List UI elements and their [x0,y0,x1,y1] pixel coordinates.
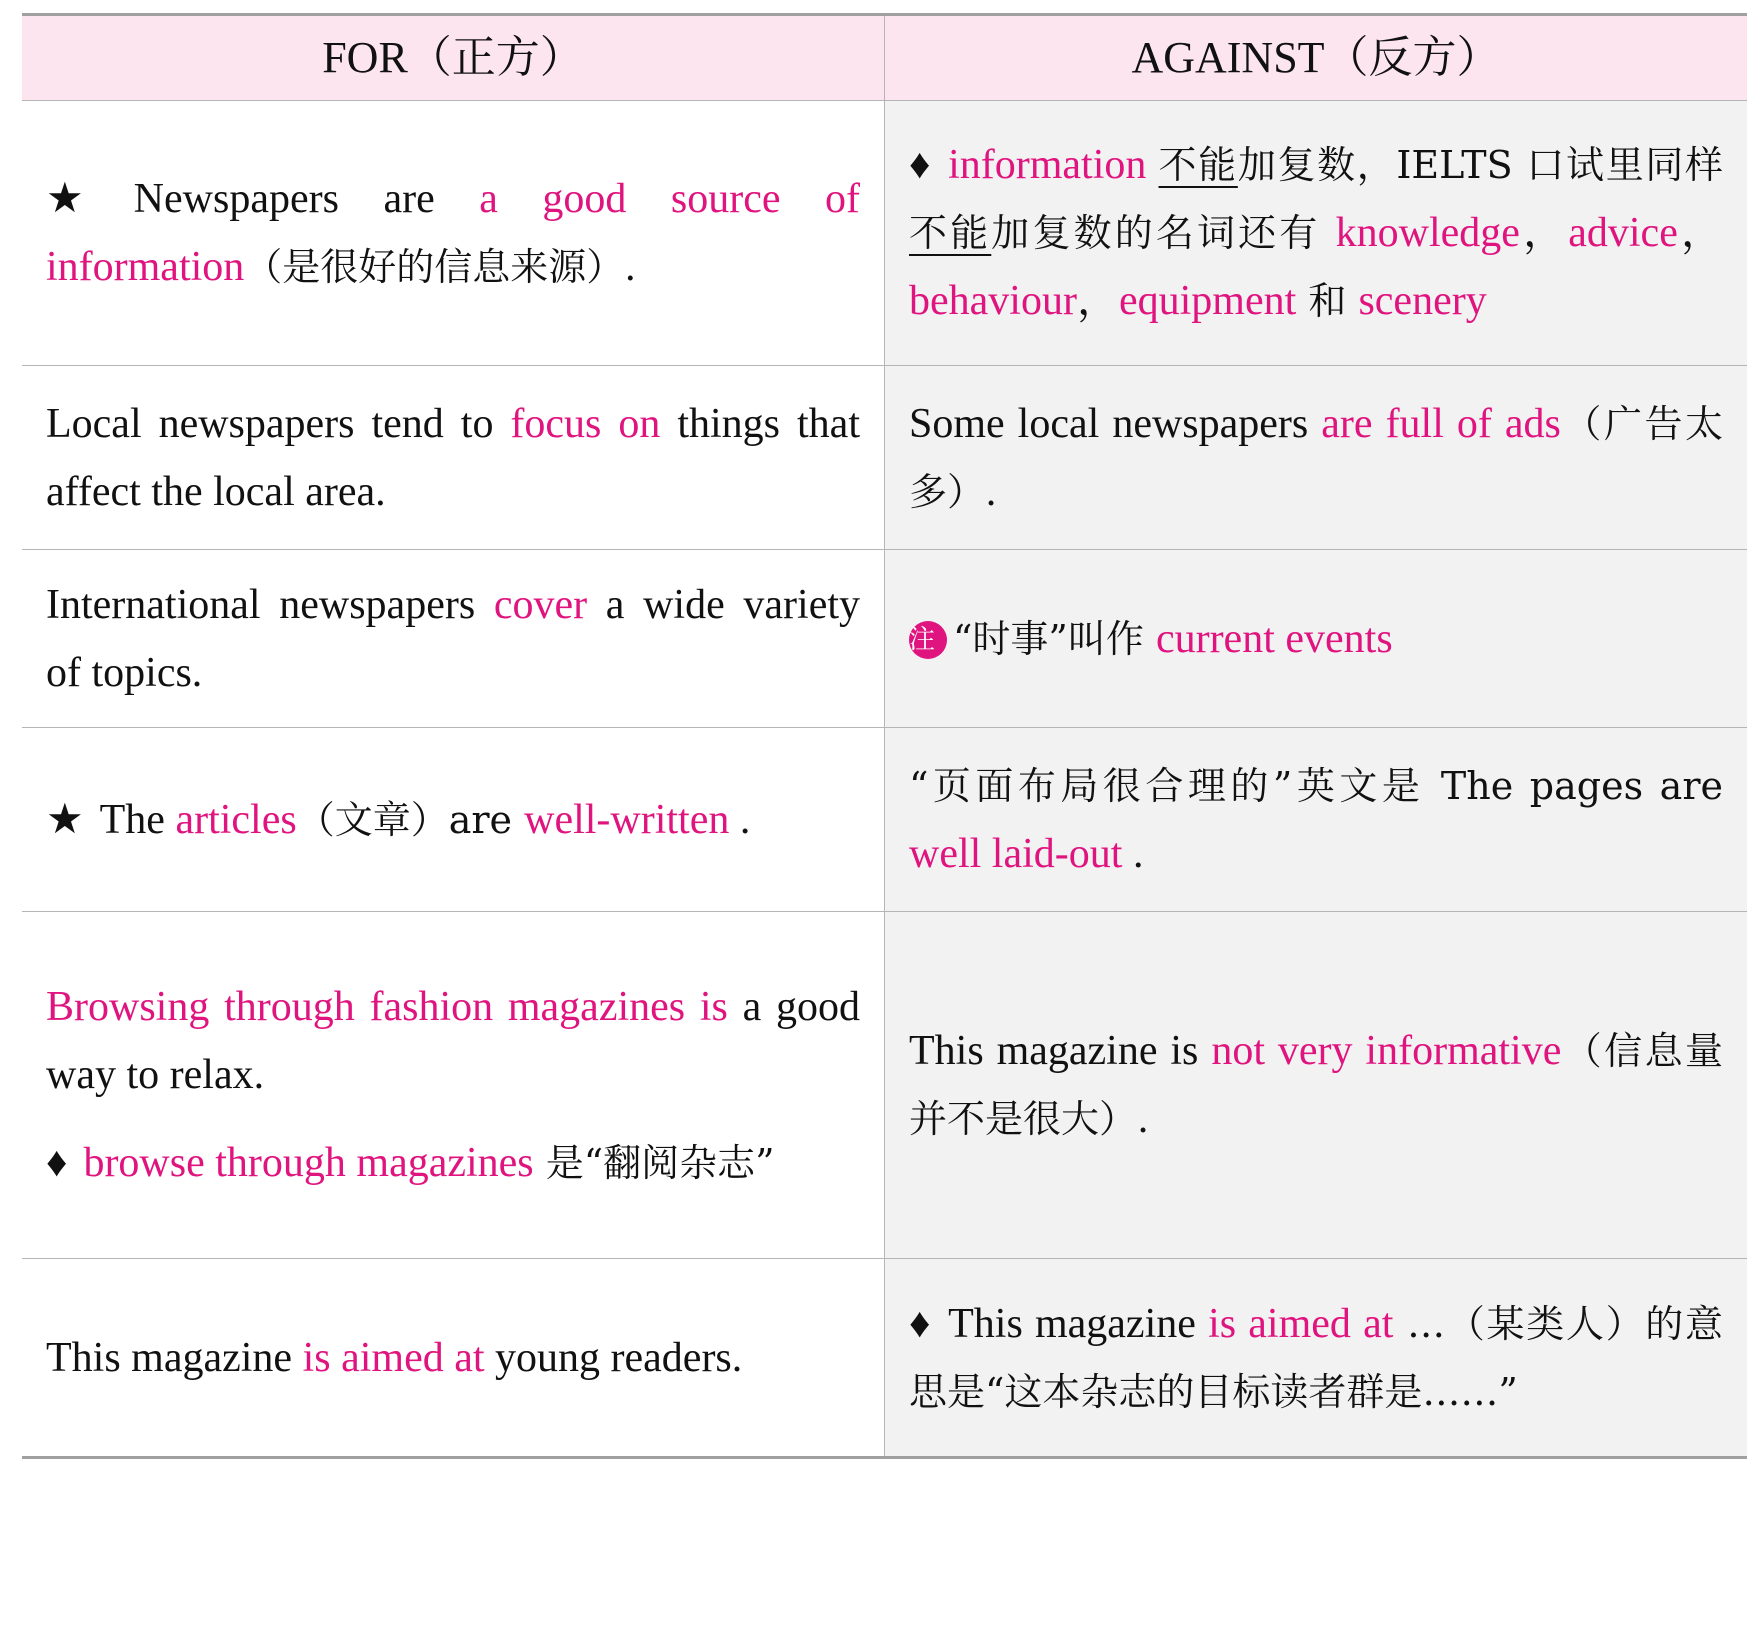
against-cell [884,366,1747,549]
header-for: FOR（正方） [22,16,884,100]
text-run: This magazine [46,1334,303,1381]
highlight-phrase: information [948,142,1147,188]
text-run: Newspapers are [133,176,480,222]
text-run: ， [1677,210,1723,256]
highlight-phrase: not very informative [1211,1028,1562,1074]
table-row [22,101,1747,366]
highlight-phrase: articles [175,796,297,843]
for-text [46,973,860,1197]
table-header-row [22,16,1747,101]
note-icon: 注 [909,621,947,659]
table-row [22,1259,1747,1456]
table-row [22,912,1747,1259]
highlight-phrase: Browsing through fashion magazines is [46,984,728,1030]
highlight-phrase: well-written [524,796,730,843]
text-run: This magazine is [909,1028,1212,1074]
text-run: . [729,796,751,843]
for-text [46,390,860,526]
for-cell [22,101,884,365]
against-text [909,390,1723,526]
text-run: 是“翻阅杂志” [533,1141,775,1185]
against-text [909,605,1723,673]
underlined-text: 不能 [909,211,992,255]
comparison-table [22,13,1747,1459]
text-run: The [99,796,176,843]
for-cell [22,1259,884,1456]
text-run: （是很好的信息来源）. [244,245,637,289]
text-run: 加复数的名词还有 [991,211,1336,255]
table-row [22,550,1747,728]
for-text [46,1324,860,1392]
text-run: things that affect the local area. [46,400,860,515]
highlight-phrase: current events [1155,615,1393,662]
text-run: International newspapers [46,581,494,628]
table-row [22,728,1747,912]
highlight-phrase: a good source of information [46,176,860,290]
text-run: 和 [1296,279,1359,323]
highlight-phrase: equipment [1118,278,1297,324]
text-run: （文章）are [296,797,525,842]
for-cell [22,366,884,549]
highlight-phrase: well laid-out [909,830,1123,877]
diamond-icon: ♦ [909,1300,933,1347]
highlight-phrase: scenery [1358,278,1487,324]
text-run: …（某类人）的意思是“这本杂志的目标读者群是……” [909,1301,1723,1414]
text-run: young readers. [484,1334,743,1381]
against-cell [884,912,1747,1258]
highlight-phrase: is aimed at [302,1334,485,1381]
text-run: Some local newspapers [909,400,1322,447]
text-run: Local newspapers tend to [46,400,511,447]
header-against: AGAINST（反方） [884,16,1747,100]
for-cell [22,550,884,727]
table-row [22,366,1747,550]
highlight-phrase: behaviour [909,278,1077,324]
text-run: 加复数，IELTS 口试里同样 [1237,143,1723,187]
star-icon: ★ [46,796,84,843]
text-run: “时事”叫作 [953,616,1156,661]
against-text [909,1017,1723,1153]
for-text [46,165,860,301]
against-text [909,1290,1723,1426]
highlight-phrase: advice [1568,210,1678,256]
text-run: （信息量并不是很大）. [909,1029,1723,1141]
against-cell [884,550,1747,727]
highlight-phrase: knowledge [1335,210,1520,256]
paragraph [46,973,860,1109]
text-run [1146,142,1158,188]
text-run: ， [1519,210,1569,256]
star-icon: ★ [46,176,118,222]
diamond-icon: ♦ [46,1140,68,1186]
for-text [46,571,860,707]
against-cell [884,728,1747,911]
text-run: . [1122,830,1144,877]
against-cell [884,101,1747,365]
text-run: This magazine [948,1300,1209,1347]
text-run: “页面布局很合理的”英文是 The pages are [909,763,1723,808]
highlight-phrase: browse through magazines [83,1140,534,1186]
highlight-phrase: is aimed at [1208,1300,1394,1347]
highlight-phrase: are full of ads [1321,400,1561,447]
underlined-text: 不能 [1158,143,1238,187]
table-bottom-rule [22,1456,1747,1459]
text-run: （广告太多）. [909,401,1723,514]
against-text [909,752,1723,888]
highlight-phrase: cover [493,581,588,628]
against-text [909,131,1723,335]
for-cell [22,728,884,911]
paragraph [46,1129,860,1197]
text-run: a wide variety of topics. [46,581,861,696]
text-run: ， [1076,278,1119,324]
for-cell [22,912,884,1258]
against-cell [884,1259,1747,1456]
highlight-phrase: focus on [510,400,661,447]
diamond-icon: ♦ [909,142,933,188]
text-run: a good way to relax. [46,984,860,1098]
for-text [46,786,860,854]
